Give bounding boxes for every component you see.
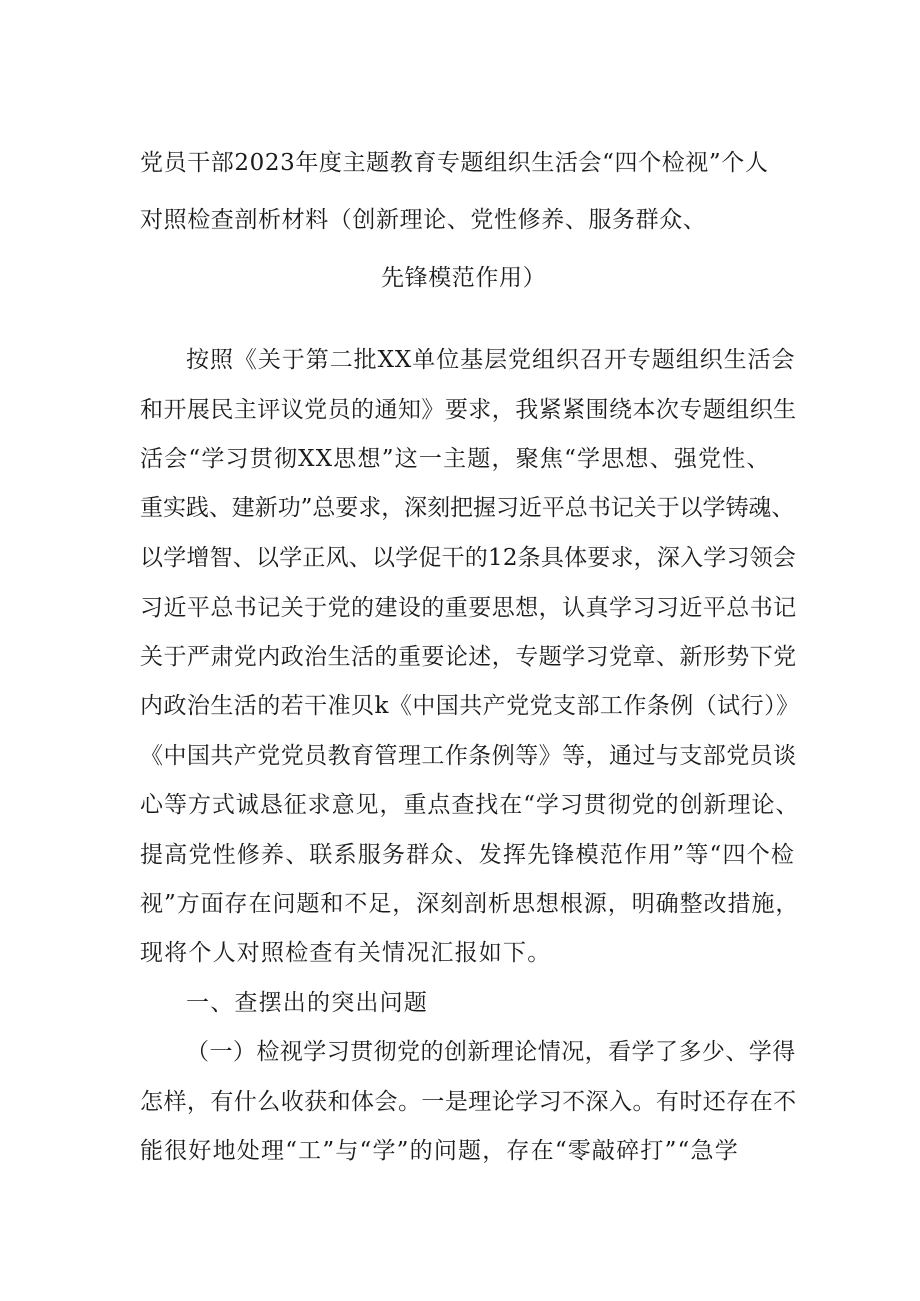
intro-paragraph-line: 心等方式诚恳征求意见，重点查找在“学习贯彻党的创新理论、 — [140, 792, 800, 818]
intro-paragraph-line: 按照《关于第二批XX单位基层党组织召开专题组织生活会 — [186, 347, 796, 373]
document-title-line-3: 先锋模范作用） — [381, 265, 547, 291]
section-paragraph-line: 怎样，有什么收获和体会。一是理论学习不深入。有时还存在不 — [140, 1089, 797, 1115]
intro-paragraph-line: 现将个人对照检查有关情况汇报如下。 — [140, 940, 552, 966]
intro-paragraph-line: 内政治生活的若干准贝k《中国共产党党支部工作条例（试行）》 — [140, 693, 800, 719]
section-paragraph-line: 能很好地处理“工”与“学”的问题，存在“零敲碎打”“急学 — [140, 1138, 739, 1164]
intro-paragraph-line: 和开展民主评议党员的通知》要求，我紧紧围绕本次专题组织生 — [140, 397, 797, 423]
intro-paragraph-line: 习近平总书记关于党的建设的重要思想，认真学习习近平总书记 — [140, 595, 797, 621]
section-heading: 一、查摆出的突出问题 — [186, 990, 428, 1016]
intro-paragraph-line: 视”方面存在问题和不足，深刻剖析思想根源，明确整改措施， — [140, 891, 800, 917]
intro-paragraph-line: 关于严肃党内政治生活的重要论述，专题学习党章、新形势下党 — [140, 644, 797, 670]
intro-paragraph-line: 重实践、建新功”总要求，深刻把握习近平总书记关于以学铸魂、 — [140, 495, 795, 521]
document-title-line-2: 对照检查剖析材料（创新理论、党性修养、服务群众、 — [140, 207, 707, 233]
intro-paragraph-line: 以学增智、以学正风、以学促干的12条具体要求，深入学习领会 — [140, 545, 797, 571]
intro-paragraph-line: 提高党性修养、联系服务群众、发挥先锋模范作用”等“四个检 — [140, 842, 796, 868]
intro-paragraph-line: 《中国共产党党员教育管理工作条例等》等，通过与支部党员谈 — [140, 743, 797, 769]
document-title-line-1: 党员干部2023年度主题教育专题组织生活会“四个检视”个人 — [140, 150, 769, 176]
section-paragraph-line: （一）检视学习贯彻党的创新理论情况，看学了多少、学得 — [186, 1039, 796, 1065]
intro-paragraph-line: 活会“学习贯彻XX思想”这一主题，聚焦“学思想、强党性、 — [140, 446, 771, 472]
